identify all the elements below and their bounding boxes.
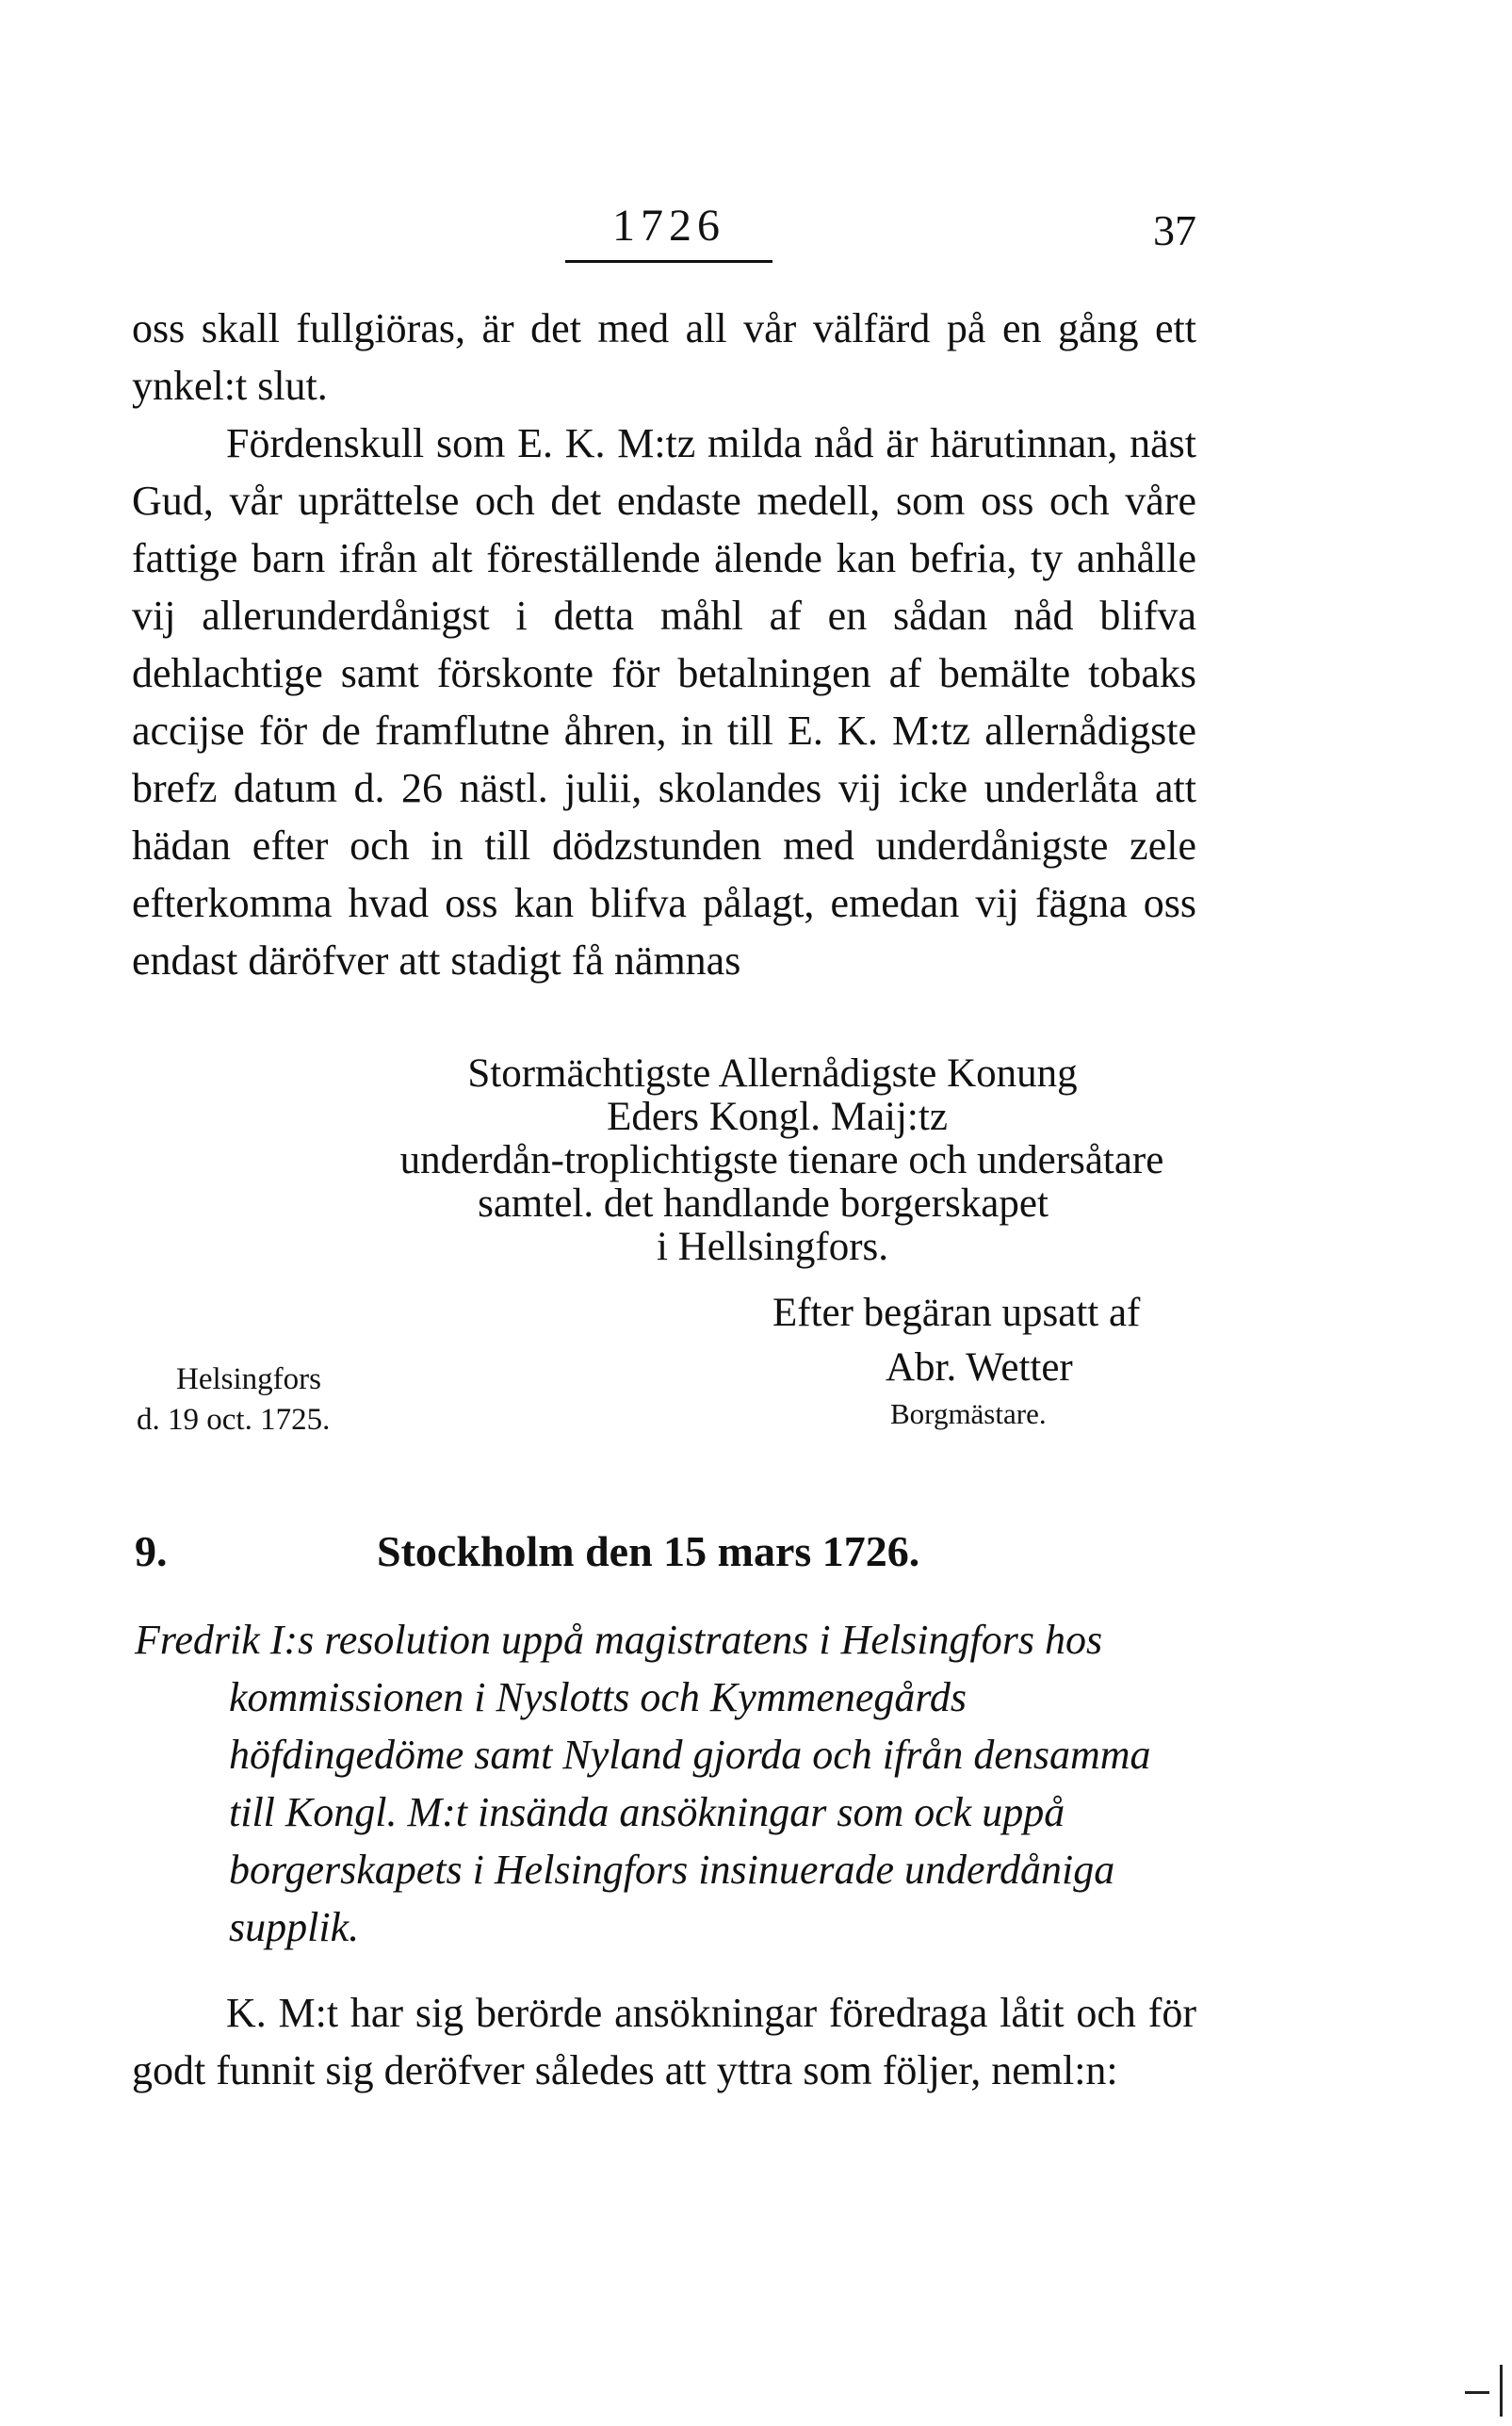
page-number: 37 [1153, 206, 1196, 254]
signature-line: Eders Kongl. Maij:tz [607, 1095, 948, 1139]
request-text: Efter begäran upsatt af [772, 1291, 1141, 1335]
place-name: Helsingfors [176, 1362, 321, 1396]
margin-bar-mark [1500, 2365, 1503, 2417]
request-note [772, 1286, 1206, 1433]
author-name: Abr. Wetter [886, 1345, 1073, 1390]
running-header-year: 1726 [612, 201, 725, 251]
section-number: 9. [135, 1527, 168, 1575]
signature-line: samtel. det handlande borgerskapet [478, 1181, 1049, 1226]
letter-body [132, 300, 1196, 989]
author-title: Borgmästare. [890, 1397, 1047, 1430]
body-paragraph-2: Fördenskull som E. K. M:tz milda nåd är härutinnan, näst Gud, vår uprättelse och det endaste medell, som oss och våre fattige barn ifrån alt föreställende älende kan befria, ty anhålle vij allerunderdånigst i detta måhl af en sådan nåd blifva dehlachtige samt förskonte för betalningen af bemälte tobaks accijse för de framflutne åhren, in till E. K. M:tz allernådigste brefz datum d. 26 nästl. julii, skolandes vij icke underlåta att hädan efter och in till dödzstunden med underdånigste zele efterkomma hvad oss kan blifva pålagt, emedan vij fägna oss endast däröfver att stadigt få nämnas [132, 420, 1196, 984]
section-heading: Stockholm den 15 mars 1726. [377, 1527, 920, 1575]
margin-dash-mark [1465, 2391, 1489, 2394]
signature-block [330, 1052, 1196, 1269]
signature-line: underdån-troplichtigste tienare och undersåtare [399, 1138, 1164, 1182]
letter-date: d. 19 oct. 1725. [137, 1403, 331, 1437]
place-date [137, 1360, 438, 1441]
body-paragraph-1: oss skall fullgiöras, är det med all vår välfärd på en gång ett ynkel:t slut. [132, 305, 1196, 409]
signature-line: i Hellsingfors. [656, 1225, 889, 1269]
section-summary: Fredrik I:s resolution uppå magistratens i Helsingfors hos kommissionen i Nyslotts och Kymmenegårds höfdingedöme samt Nyland gjorda och ifrån densamma till Kongl. M:t insända ansökningar som ock uppå borgerskapets i Helsingfors insinuerade underdåniga supplik. [135, 1617, 1151, 1950]
section-body [132, 1984, 1196, 2099]
signature-line: Stormächtigste Allernådigste Konung [467, 1051, 1078, 1096]
header-underline [565, 260, 772, 263]
section-body-paragraph: K. M:t har sig berörde ansökningar föredraga låtit och för godt funnit sig deröfver således att yttra som följer, neml:n: [132, 1990, 1196, 2093]
